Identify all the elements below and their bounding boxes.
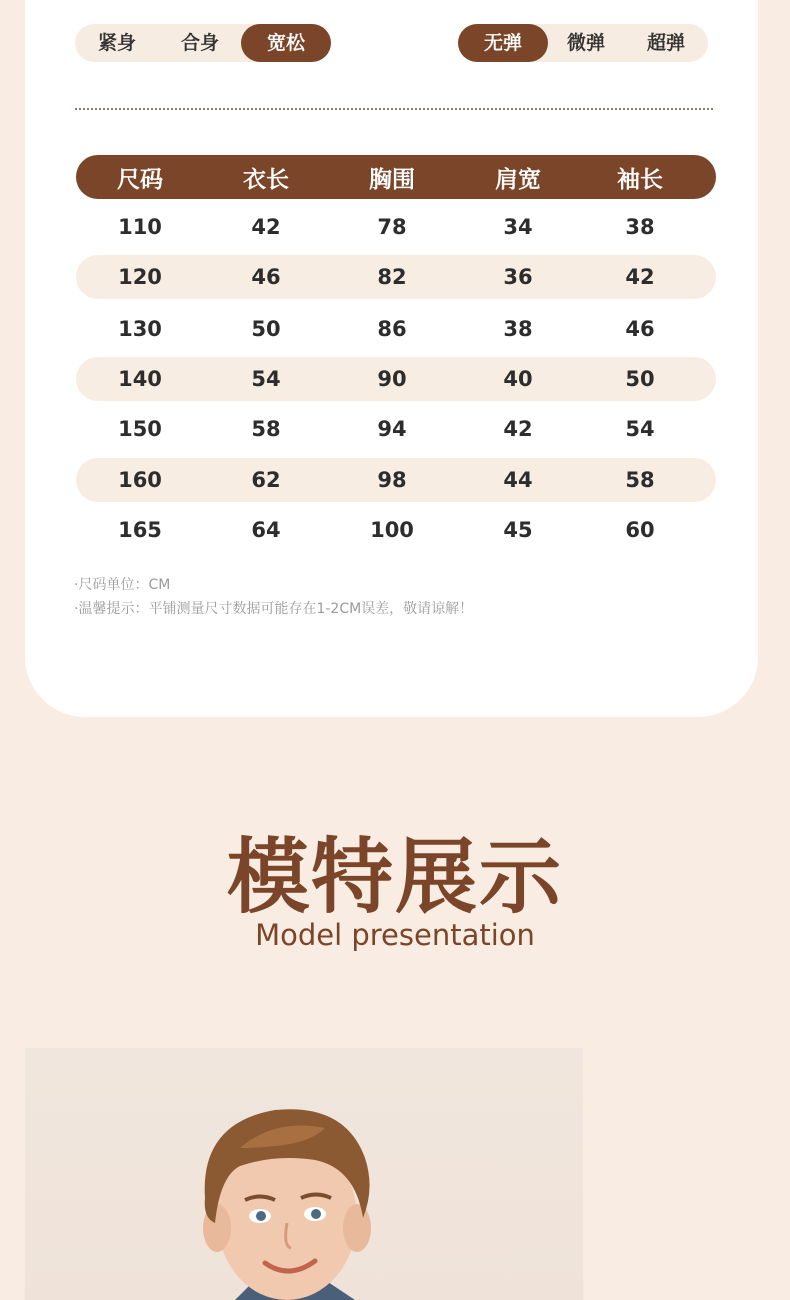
cell-size: 160 — [118, 468, 162, 492]
table-row — [76, 407, 716, 451]
cell-size: 165 — [118, 518, 162, 542]
header-sleeve: 袖长 — [617, 166, 663, 193]
cell-length: 58 — [251, 417, 281, 441]
cell-sleeve: 38 — [625, 215, 655, 239]
model-photo-illustration — [25, 1048, 583, 1300]
cell-length: 64 — [251, 518, 281, 542]
header-chest: 胸围 — [369, 166, 415, 193]
table-row — [76, 205, 716, 249]
version-option-regular[interactable]: 合身 — [180, 32, 219, 54]
table-row — [76, 307, 716, 351]
cell-chest: 78 — [377, 215, 407, 239]
cell-size: 120 — [118, 265, 162, 289]
cell-sleeve: 50 — [625, 367, 655, 391]
cell-sleeve: 46 — [625, 317, 655, 341]
header-length: 衣长 — [243, 166, 289, 193]
model-photo — [25, 1048, 583, 1300]
cell-shoulder: 38 — [503, 317, 533, 341]
cell-chest: 86 — [377, 317, 407, 341]
table-row — [76, 508, 716, 552]
dotted-divider — [75, 108, 713, 110]
cell-length: 42 — [251, 215, 281, 239]
section-title: 模特展示 — [226, 830, 563, 925]
cell-shoulder: 34 — [503, 215, 533, 239]
header-shoulder: 肩宽 — [495, 166, 541, 193]
cell-shoulder: 44 — [503, 468, 533, 492]
section-subtitle: Model presentation — [255, 918, 535, 952]
cell-shoulder: 40 — [503, 367, 533, 391]
version-selector[interactable] — [75, 24, 331, 62]
cell-size: 150 — [118, 417, 162, 441]
cell-sleeve: 58 — [625, 468, 655, 492]
cell-size: 110 — [118, 215, 162, 239]
elasticity-option-none[interactable]: 无弹 — [458, 24, 548, 62]
cell-size: 140 — [118, 367, 162, 391]
header-size: 尺码 — [117, 166, 163, 193]
cell-sleeve: 42 — [625, 265, 655, 289]
cell-sleeve: 54 — [625, 417, 655, 441]
cell-length: 62 — [251, 468, 281, 492]
cell-chest: 94 — [377, 417, 407, 441]
cell-shoulder: 45 — [503, 518, 533, 542]
cell-length: 46 — [251, 265, 281, 289]
size-table-header — [76, 155, 716, 199]
version-option-loose[interactable]: 宽松 — [241, 24, 331, 62]
cell-shoulder: 42 — [503, 417, 533, 441]
table-row — [76, 357, 716, 401]
table-row — [76, 458, 716, 502]
cell-size: 130 — [118, 317, 162, 341]
cell-sleeve: 60 — [625, 518, 655, 542]
cell-chest: 82 — [377, 265, 407, 289]
table-row — [76, 255, 716, 299]
tip-note: ·温馨提示：平铺测量尺寸数据可能存在1-2CM误差，敬请谅解！ — [74, 601, 474, 617]
cell-length: 50 — [251, 317, 281, 341]
elasticity-selector[interactable] — [458, 24, 708, 62]
cell-shoulder: 36 — [503, 265, 533, 289]
elasticity-option-slight[interactable]: 微弹 — [566, 32, 605, 54]
elasticity-option-high[interactable]: 超弹 — [646, 32, 685, 54]
cell-length: 54 — [251, 367, 281, 391]
cell-chest: 100 — [370, 518, 414, 542]
unit-note: ·尺码单位：CM — [74, 577, 171, 593]
cell-chest: 90 — [377, 367, 407, 391]
version-option-tight[interactable]: 紧身 — [97, 32, 136, 54]
cell-chest: 98 — [377, 468, 407, 492]
